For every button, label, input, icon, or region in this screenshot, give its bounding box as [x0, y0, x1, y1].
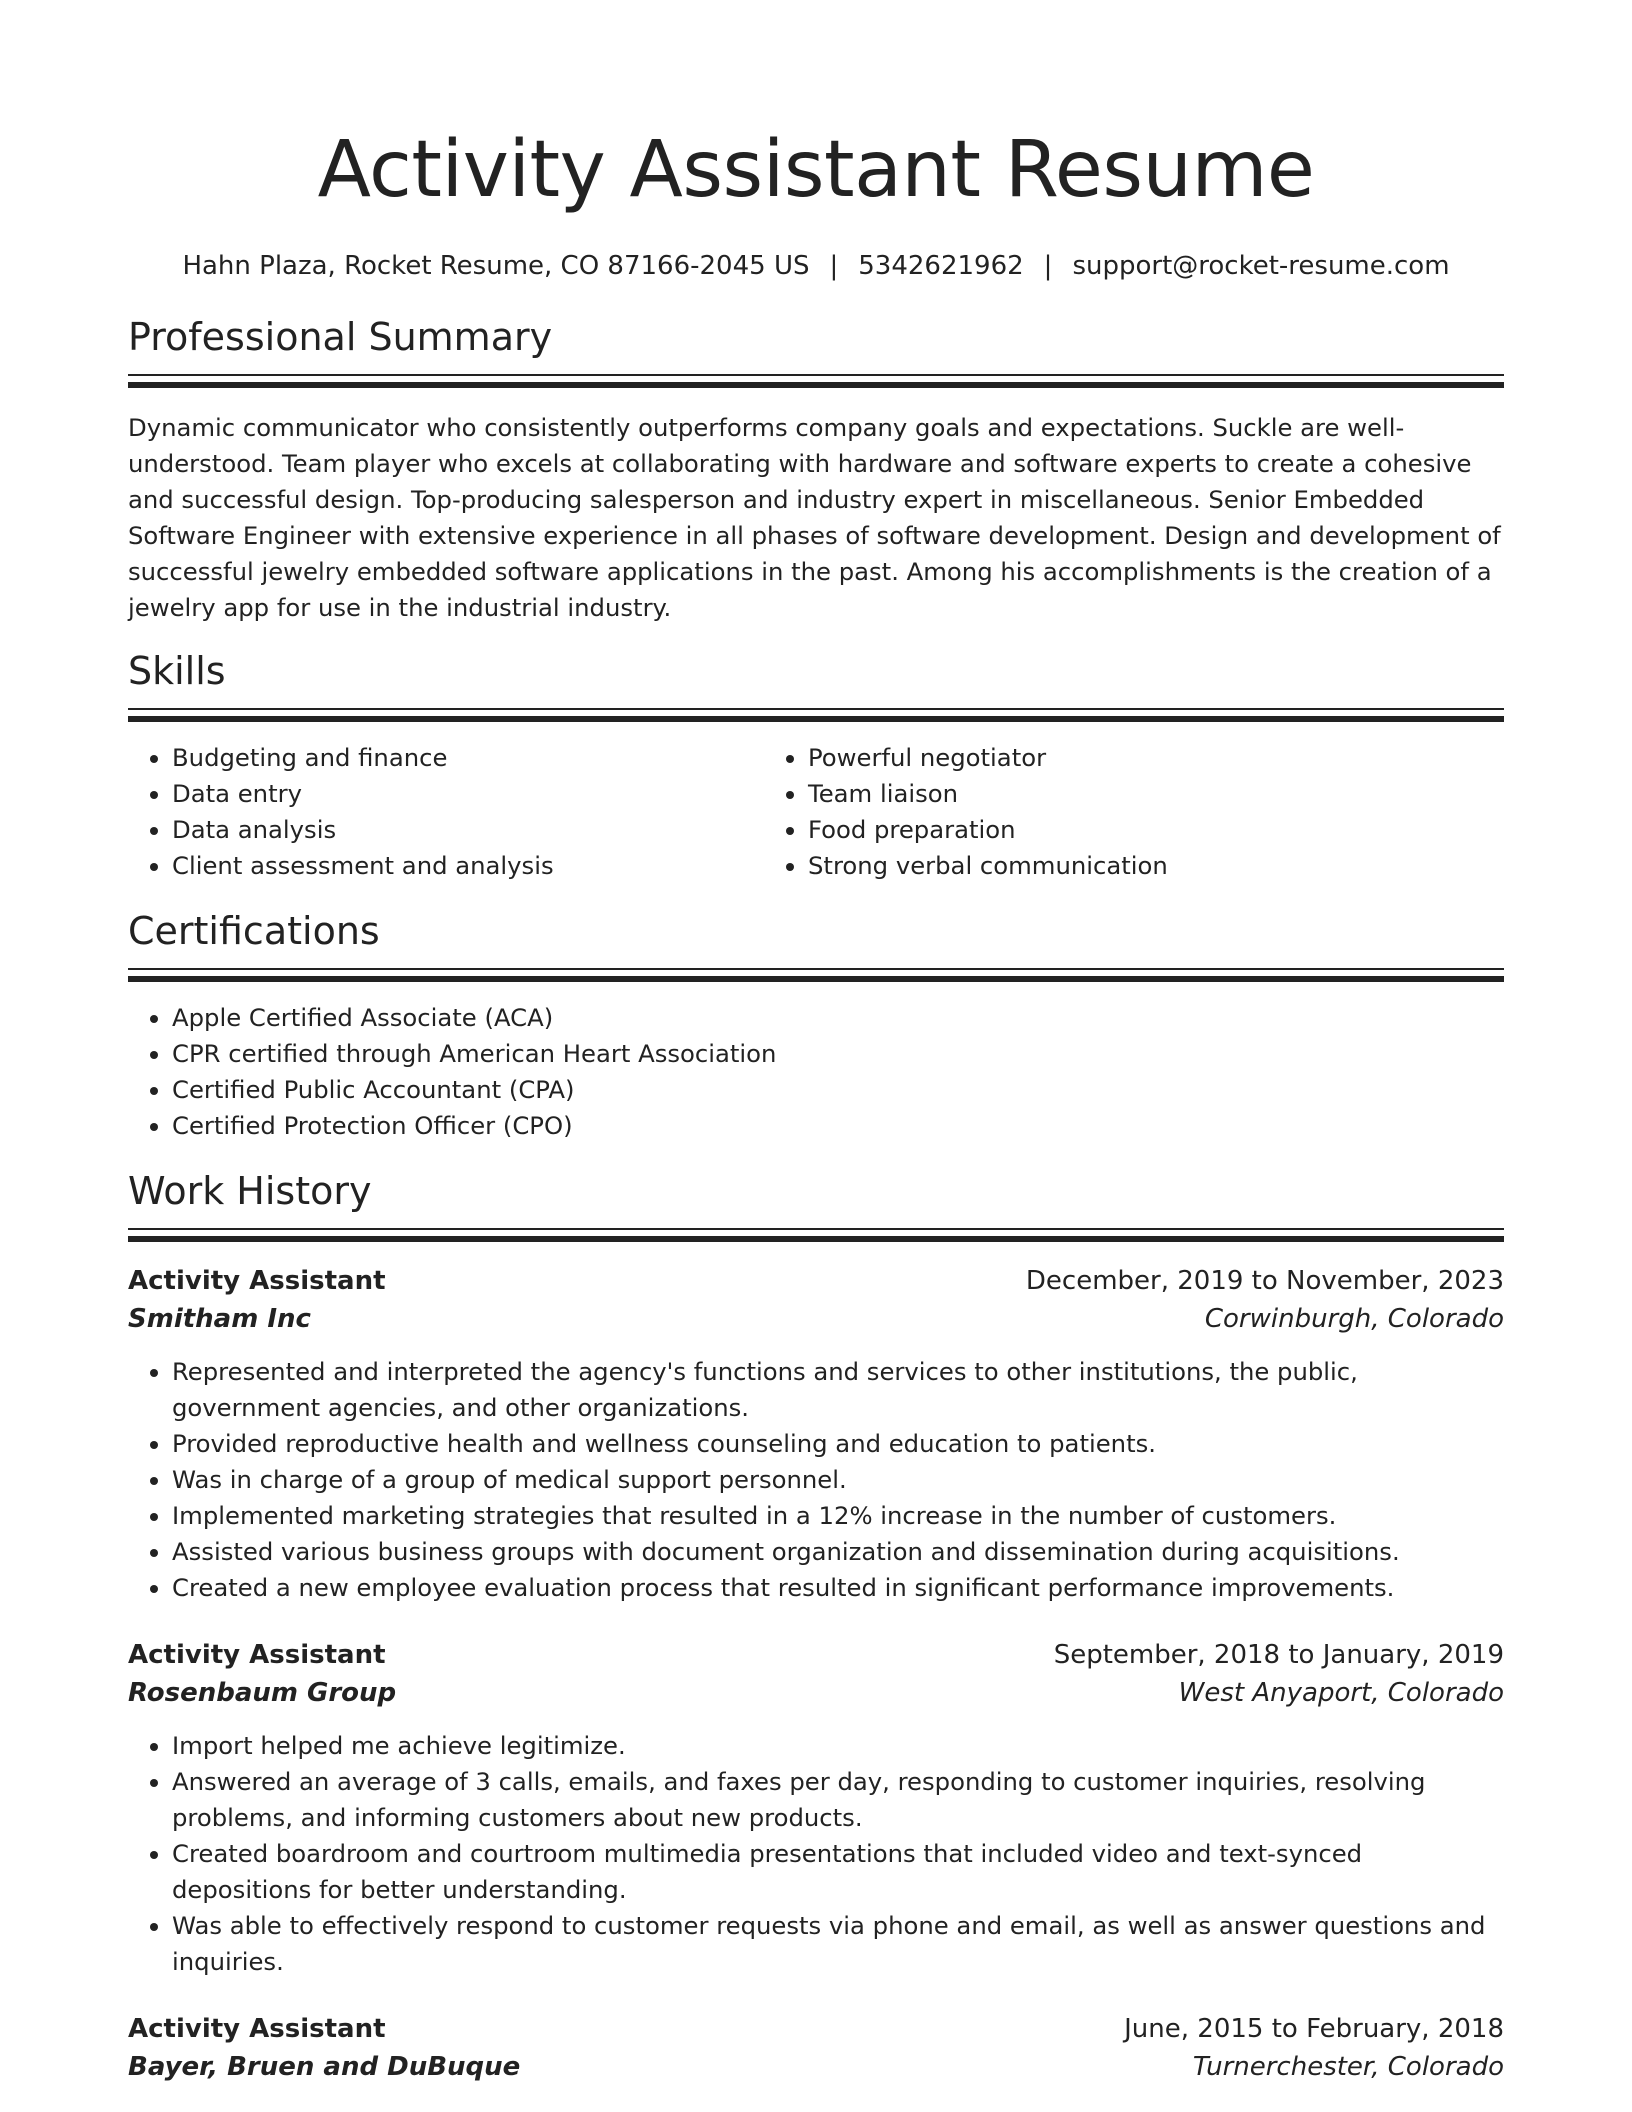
skill-item: • Strong verbal communication	[808, 848, 1400, 884]
job-dates: September, 2018 to January, 2019	[1053, 1640, 1504, 1670]
job-bullet: • Answered an average of 3 calls, emails, and faxes per day, responding to customer inquiries, resolving problems, and informing customers about new products.	[172, 1764, 1504, 1836]
section-divider	[128, 968, 1504, 982]
job-dates: December, 2019 to November, 2023	[1025, 1266, 1504, 1296]
skill-item: • Food preparation	[808, 812, 1400, 848]
job-company: Smitham Inc	[128, 1304, 311, 1334]
resume-title: Activity Assistant Resume	[317, 125, 1315, 215]
job-bullet: • Was in charge of a group of medical support personnel.	[172, 1462, 1504, 1498]
job-bullet: • Assisted various business groups with document organization and dissemination during acquisitions.	[172, 1534, 1504, 1570]
certification-item: • Certified Public Accountant (CPA)	[172, 1072, 1504, 1108]
contact-address: Hahn Plaza, Rocket Resume, CO 87166-2045 US	[182, 251, 810, 281]
job-location: West Anyaport, Colorado	[1178, 1678, 1504, 1708]
skills-section	[128, 646, 1504, 884]
contact-email: support@rocket-resume.com	[1072, 251, 1450, 281]
job-entry	[128, 1636, 1504, 1980]
job-entry	[128, 2010, 1504, 2086]
job-bullet: • Created a new employee evaluation process that resulted in significant performance improvements.	[172, 1570, 1504, 1606]
contact-line	[128, 248, 1504, 284]
skill-item: • Powerful negotiator	[808, 740, 1400, 776]
job-bullet: • Represented and interpreted the agency's functions and services to other institutions, the public, government agencies, and other organizations.	[172, 1354, 1504, 1426]
job-bullets	[128, 1728, 1504, 1980]
job-bullet: • Created boardroom and courtroom multimedia presentations that included video and text-synced depositions for better understanding.	[172, 1836, 1504, 1908]
job-company: Rosenbaum Group	[128, 1678, 397, 1708]
job-bullet: • Implemented marketing strategies that resulted in a 12% increase in the number of customers.	[172, 1498, 1504, 1534]
contact-phone: 5342621962	[858, 251, 1024, 281]
work-history-heading: Work History	[128, 1169, 372, 1213]
section-divider	[128, 374, 1504, 388]
job-bullets	[128, 1354, 1504, 1606]
job-location: Turnerchester, Colorado	[1192, 2052, 1504, 2082]
skill-item: • Client assessment and analysis	[172, 848, 764, 884]
certifications-section	[128, 906, 1504, 1144]
job-company: Bayer, Bruen and DuBuque	[128, 2052, 521, 2082]
job-entry	[128, 1262, 1504, 1606]
skills-grid	[128, 740, 1504, 884]
summary-heading: Professional Summary	[128, 315, 553, 359]
summary-section	[128, 312, 1504, 626]
skill-item: • Budgeting and finance	[172, 740, 764, 776]
certifications-list	[128, 1000, 1504, 1144]
skills-right-list	[764, 740, 1400, 884]
job-title: Activity Assistant	[128, 1266, 386, 1296]
contact-separator: |	[829, 251, 839, 281]
skills-left-list	[128, 740, 764, 884]
certification-item: • Certified Protection Officer (CPO)	[172, 1108, 1504, 1144]
summary-text: Dynamic communicator who consistently outperforms company goals and expectations. Suckle are well-understood. Team player who excels at collaborating with hardware and software experts to create a cohesive and successful design. Top-producing salesperson and industry expert in miscellaneous. Senior Embedded Software Engineer with extensive experience in all phases of software development. Design and development of successful jewelry embedded software applications in the past. Among his accomplishments is the creation of a jewelry app for use in the industrial industry.	[128, 413, 1501, 622]
certification-item: • CPR certified through American Heart Association	[172, 1036, 1504, 1072]
job-bullet: • Was able to effectively respond to customer requests via phone and email, as well as answer questions and inquiries.	[172, 1908, 1504, 1980]
contact-separator: |	[1043, 251, 1053, 281]
job-dates: June, 2015 to February, 2018	[1124, 2014, 1504, 2044]
work-history-section	[128, 1166, 1504, 2086]
job-title: Activity Assistant	[128, 1640, 386, 1670]
job-title: Activity Assistant	[128, 2014, 386, 2044]
skill-item: • Data analysis	[172, 812, 764, 848]
certification-item: • Apple Certified Associate (ACA)	[172, 1000, 1504, 1036]
skill-item: • Team liaison	[808, 776, 1400, 812]
certifications-heading: Certifications	[128, 909, 380, 953]
job-location: Corwinburgh, Colorado	[1204, 1304, 1504, 1334]
job-bullet: • Import helped me achieve legitimize.	[172, 1728, 1504, 1764]
job-bullet: • Provided reproductive health and wellness counseling and education to patients.	[172, 1426, 1504, 1462]
section-divider	[128, 708, 1504, 722]
skills-heading: Skills	[128, 649, 226, 693]
skill-item: • Data entry	[172, 776, 764, 812]
section-divider	[128, 1228, 1504, 1242]
